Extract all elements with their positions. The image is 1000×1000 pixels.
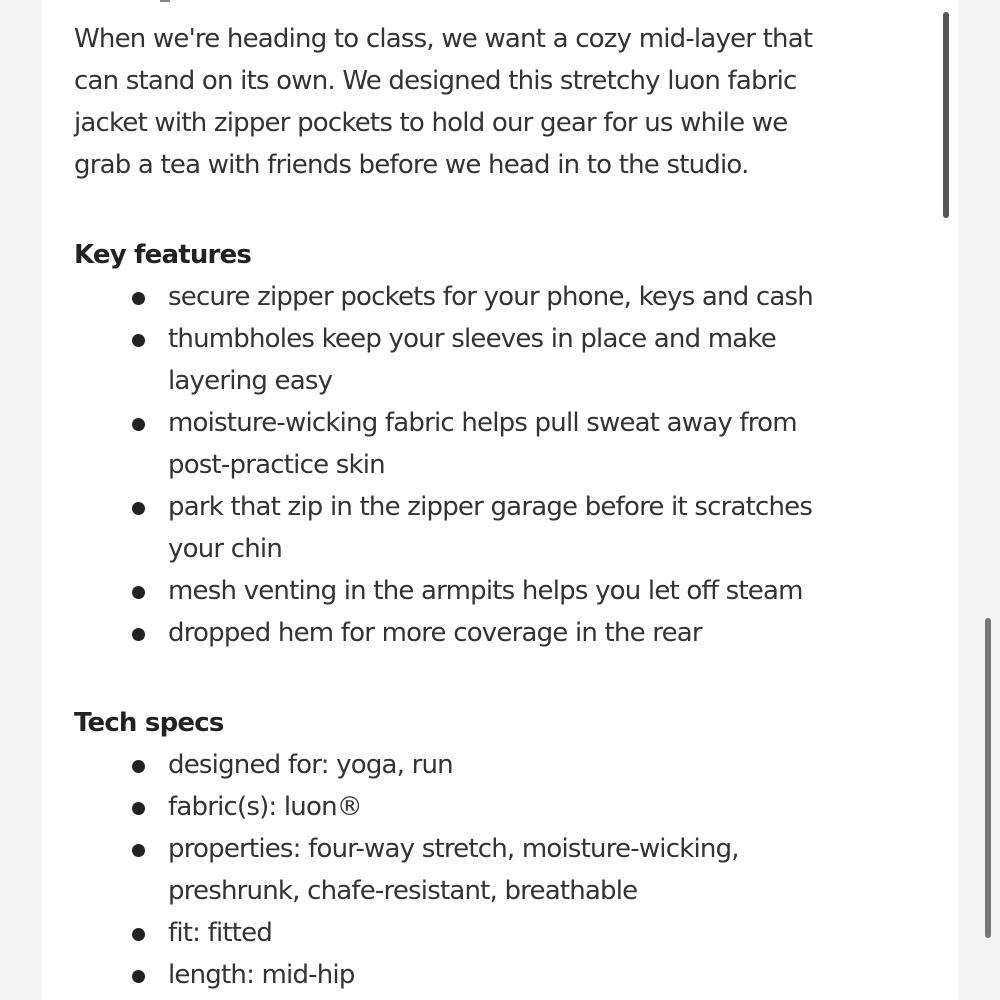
list-item: [74, 612, 924, 654]
bullet-icon: [132, 928, 145, 941]
list-item-text: moisture-wicking fabric helps pull sweat away from post-practice skin: [168, 408, 797, 480]
list-item: [74, 786, 924, 828]
bullet-icon: [132, 844, 145, 857]
product-description-page: [42, 0, 958, 1000]
intro-paragraph: When we're heading to class, we want a cozy mid-layer that can stand on its own. We designed this stretchy luon fabric jacket with zipper pockets to hold our gear for us while we grab a tea with friends before we head in to the studio.: [74, 24, 813, 180]
tech-specs-heading: Tech specs: [74, 708, 224, 738]
tech-specs-list: [74, 744, 924, 996]
key-features-list: [74, 276, 924, 654]
bullet-icon: [132, 802, 145, 815]
list-item-text: length: mid-hip: [168, 960, 355, 990]
bullet-icon: [132, 760, 145, 773]
key-features-heading: Key features: [74, 240, 252, 270]
list-item: [74, 828, 924, 912]
list-item-text: thumbholes keep your sleeves in place and make layering easy: [168, 324, 776, 396]
bullet-icon: [132, 970, 145, 983]
list-item: [74, 954, 924, 996]
list-item: [74, 402, 924, 486]
product-description: [74, 18, 924, 1000]
bullet-icon: [132, 628, 145, 641]
bullet-icon: [132, 334, 145, 347]
bullet-icon: [132, 586, 145, 599]
list-item: [74, 276, 924, 318]
page-scrollbar-thumb[interactable]: [985, 618, 991, 938]
bullet-icon: [132, 502, 145, 515]
bullet-icon: [132, 418, 145, 431]
list-item-text: secure zipper pockets for your phone, keys and cash: [168, 282, 813, 312]
list-item: [74, 486, 924, 570]
list-item: [74, 570, 924, 612]
list-item: [74, 318, 924, 402]
bullet-icon: [132, 292, 145, 305]
list-item-text: mesh venting in the armpits helps you let off steam: [168, 576, 803, 606]
list-item-text: fabric(s): luon®: [168, 792, 362, 822]
list-item: [74, 912, 924, 954]
list-item-text: park that zip in the zipper garage before it scratches your chin: [168, 492, 813, 564]
list-item: [74, 744, 924, 786]
list-item-text: dropped hem for more coverage in the rear: [168, 618, 702, 648]
inner-scrollbar-thumb[interactable]: [943, 12, 949, 218]
top-edge-mark: [160, 0, 170, 2]
list-item-text: properties: four-way stretch, moisture-wicking, preshrunk, chafe-resistant, breathable: [168, 834, 739, 906]
list-item-text: designed for: yoga, run: [168, 750, 453, 780]
list-item-text: fit: fitted: [168, 918, 273, 948]
